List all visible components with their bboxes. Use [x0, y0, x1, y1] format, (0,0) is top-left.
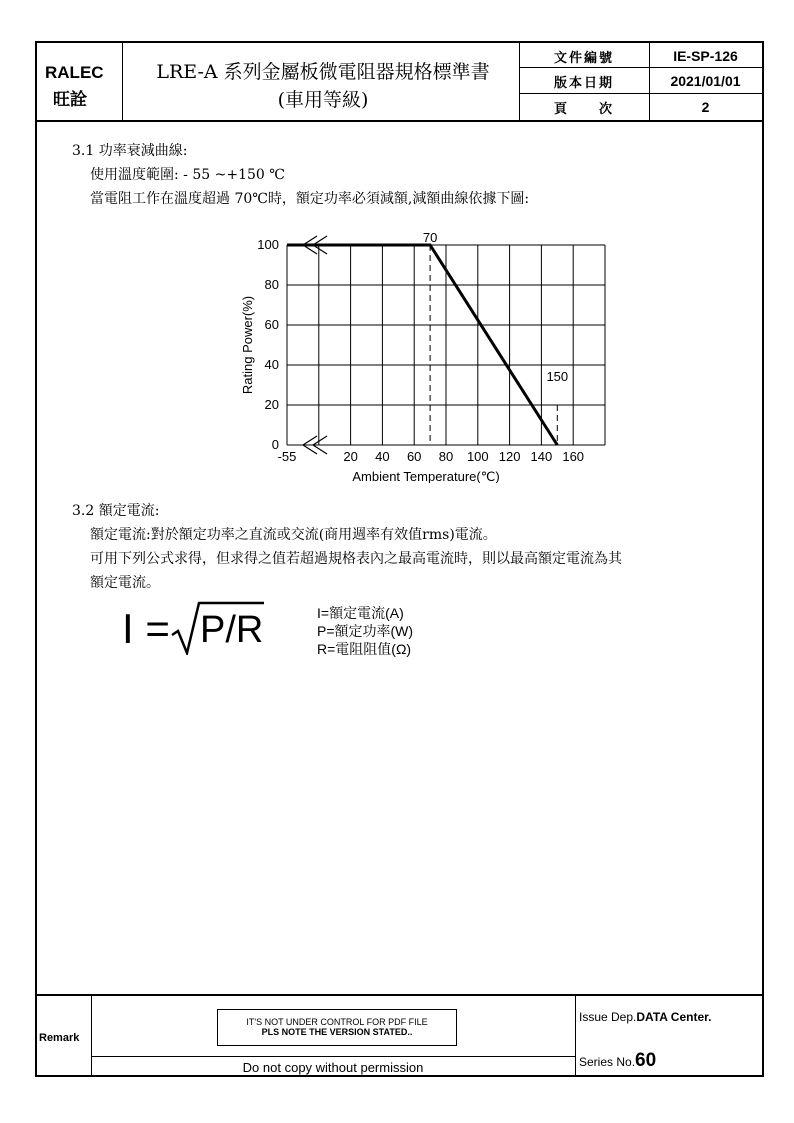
rated-current-definition: 額定電流:對於額定功率之直流或交流(商用週率有效值rms)電流。: [90, 527, 497, 543]
issue-department: [579, 1010, 712, 1024]
x-axis-label: Ambient Temperature(℃): [352, 469, 500, 483]
series-value: 60: [635, 1050, 657, 1071]
rated-current-note-line2: 額定電流。: [90, 575, 160, 591]
document-footer: [37, 994, 762, 1077]
y-tick-label: 20: [264, 397, 279, 412]
y-tick-label: 40: [264, 357, 279, 372]
y-tick-label: 0: [271, 437, 279, 452]
def-resistance: R=電阻阻值(Ω): [317, 641, 412, 657]
issue-dep-label: Issue Dep.: [579, 1010, 637, 1024]
derating-curve-chart: [212, 223, 632, 483]
x-tick-label: 60: [406, 449, 422, 464]
issue-dep-value: DATA Center.: [636, 1010, 712, 1024]
section-3-1-heading: 3.1 功率衰減曲線:: [72, 143, 188, 159]
y-tick-label: 100: [257, 237, 279, 252]
page-number-label: 頁 次: [553, 102, 614, 117]
x-tick-label: -55: [277, 449, 297, 464]
company-name-en: RALEC: [45, 63, 104, 82]
remark-label: Remark: [39, 1032, 80, 1044]
x-tick-label: 160: [562, 449, 585, 464]
derating-curve-line: [287, 245, 557, 445]
doc-number-value: IE-SP-126: [673, 48, 738, 64]
document-subtitle: (車用等級): [277, 89, 369, 111]
pdf-notice-line1: IT'S NOT UNDER CONTROL FOR PDF FILE: [246, 1017, 428, 1027]
pdf-notice-line2: PLS NOTE THE VERSION STATED..: [261, 1027, 413, 1037]
x-tick-label: 100: [466, 449, 489, 464]
def-power: P=額定功率(W): [317, 623, 414, 639]
x-tick-label: 80: [438, 449, 454, 464]
y-axis-label: Rating Power(%): [240, 295, 255, 395]
temperature-range-text: 使用溫度範圍: - 55 ~+150 ℃: [90, 167, 285, 183]
x-tick-label: 140: [530, 449, 553, 464]
document-header: [37, 43, 762, 122]
y-tick-label: 80: [264, 277, 279, 292]
x-tick-label: 20: [343, 449, 358, 464]
rated-current-note-line1: 可用下列公式求得，但求得之值若超過規格表內之最高電流時，則以最高額定電流為其: [90, 551, 622, 567]
derating-description: 當電阻工作在溫度超過 70℃時，額定功率必須減額,減額曲線依據下圖:: [90, 191, 530, 207]
pdf-notice-box: [217, 1009, 457, 1046]
series-number: [579, 1050, 656, 1072]
x-tick-label: 120: [498, 449, 521, 464]
doc-number-label: 文件編號: [553, 51, 614, 66]
page-frame: [35, 41, 764, 1077]
formula-rhs: P/R: [200, 609, 264, 651]
document-title: LRE-A 系列金屬板微電阻器規格標準書: [156, 61, 490, 83]
annotation-150: 150: [546, 369, 569, 384]
version-date-label: 版本日期: [553, 76, 614, 91]
def-current: I=額定電流(A): [317, 605, 404, 621]
annotation-70: 70: [422, 230, 438, 245]
formula-lhs: I =: [122, 605, 170, 652]
page-number-value: 2: [701, 99, 710, 115]
section-3-2-heading: 3.2 額定電流:: [72, 503, 160, 519]
y-tick-label: 60: [264, 317, 279, 332]
series-label: Series No.: [579, 1055, 636, 1069]
copy-notice: Do not copy without permission: [242, 1060, 424, 1075]
version-date-value: 2021/01/01: [670, 73, 741, 89]
company-name-zh: 旺詮: [53, 90, 87, 110]
x-tick-label: 40: [375, 449, 390, 464]
